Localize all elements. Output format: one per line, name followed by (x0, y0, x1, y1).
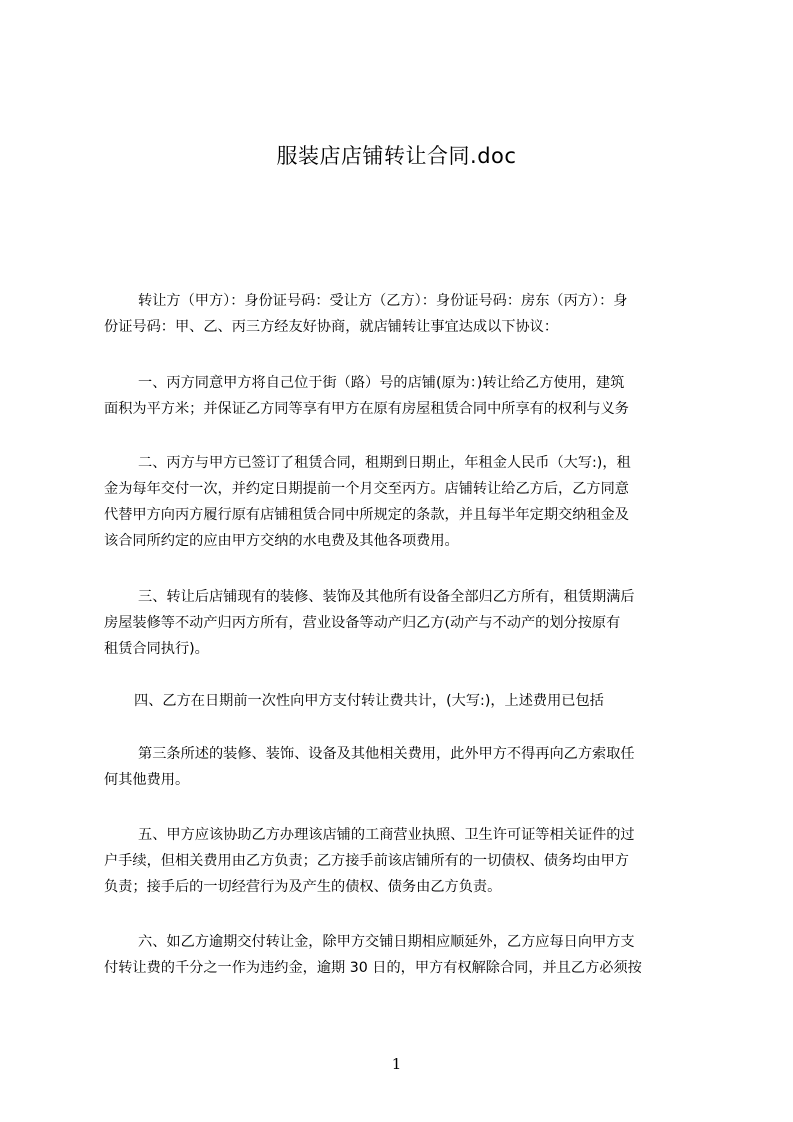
paragraph-clause-3 (104, 584, 698, 662)
paragraph-clause-1 (104, 370, 698, 422)
page-number: 1 (391, 1055, 402, 1073)
paragraph-line: 面积为平方米；并保证乙方同等享有甲方在原有房屋租赁合同中所享有的权利与义务 (104, 401, 629, 417)
paragraph-clause-2 (104, 450, 698, 554)
paragraph-line: 负责；接手后的一切经营行为及产生的债权、债务由乙方负责。 (104, 879, 502, 895)
paragraph-line: 代替甲方向丙方履行原有店铺租赁合同中所规定的条款，并且每半年定期交纳租金及 (104, 507, 629, 523)
paragraph-clause-4-continued (104, 741, 698, 793)
paragraph-line: 房屋装修等不动产归丙方所有，营业设备等动产归乙方(动产与不动产的划分按原有 (104, 615, 621, 631)
paragraph-line: 份证号码：甲、乙、丙三方经友好协商，就店铺转让事宜达成以下协议： (104, 319, 559, 335)
paragraph-line: 三、转让后店铺现有的装修、装饰及其他所有设备全部归乙方所有，租赁期满后 (138, 589, 635, 605)
paragraph-line: 第三条所述的装修、装饰、设备及其他相关费用，此外甲方不得再向乙方索取任 (138, 746, 635, 762)
paragraph-line: 付转让费的千分之一作为违约金，逾期 30 日的，甲方有权解除合同，并且乙方必须按 (104, 960, 642, 976)
paragraph-line: 五、甲方应该协助乙方办理该店铺的工商营业执照、卫生许可证等相关证件的过 (138, 827, 635, 843)
paragraph-line: 租赁合同执行)。 (104, 641, 209, 657)
document-title: 服装店店铺转让合同.doc (276, 144, 517, 168)
paragraph-line: 六、如乙方逾期交付转让金，除甲方交铺日期相应顺延外，乙方应每日向甲方支 (138, 934, 635, 950)
paragraph-parties (104, 288, 698, 340)
paragraph-line: 四、乙方在日期前一次性向甲方支付转让费共计，(大写:)，上述费用已包括 (134, 693, 604, 709)
paragraph-clause-4 (104, 688, 698, 714)
paragraph-line: 该合同所约定的应由甲方交纳的水电费及其他各项费用。 (104, 533, 459, 549)
paragraph-line: 户手续，但相关费用由乙方负责；乙方接手前该店铺所有的一切债权、债务均由甲方 (104, 853, 629, 869)
paragraph-line: 二、丙方与甲方已签订了租赁合同，租期到日期止，年租金人民币（大写:)，租 (138, 455, 631, 471)
paragraph-line: 金为每年交付一次，并约定日期提前一个月交至丙方。店铺转让给乙方后，乙方同意 (104, 481, 629, 497)
paragraph-clause-5 (104, 822, 698, 900)
paragraph-line: 何其他费用。 (104, 772, 190, 788)
paragraph-line: 转让方（甲方）：身份证号码：受让方（乙方）：身份证号码：房东（丙方）：身 (138, 293, 628, 309)
paragraph-clause-6 (104, 929, 698, 981)
paragraph-line: 一、丙方同意甲方将自己位于街（路）号的店铺(原为：)转让给乙方使用，建筑 (138, 375, 625, 391)
